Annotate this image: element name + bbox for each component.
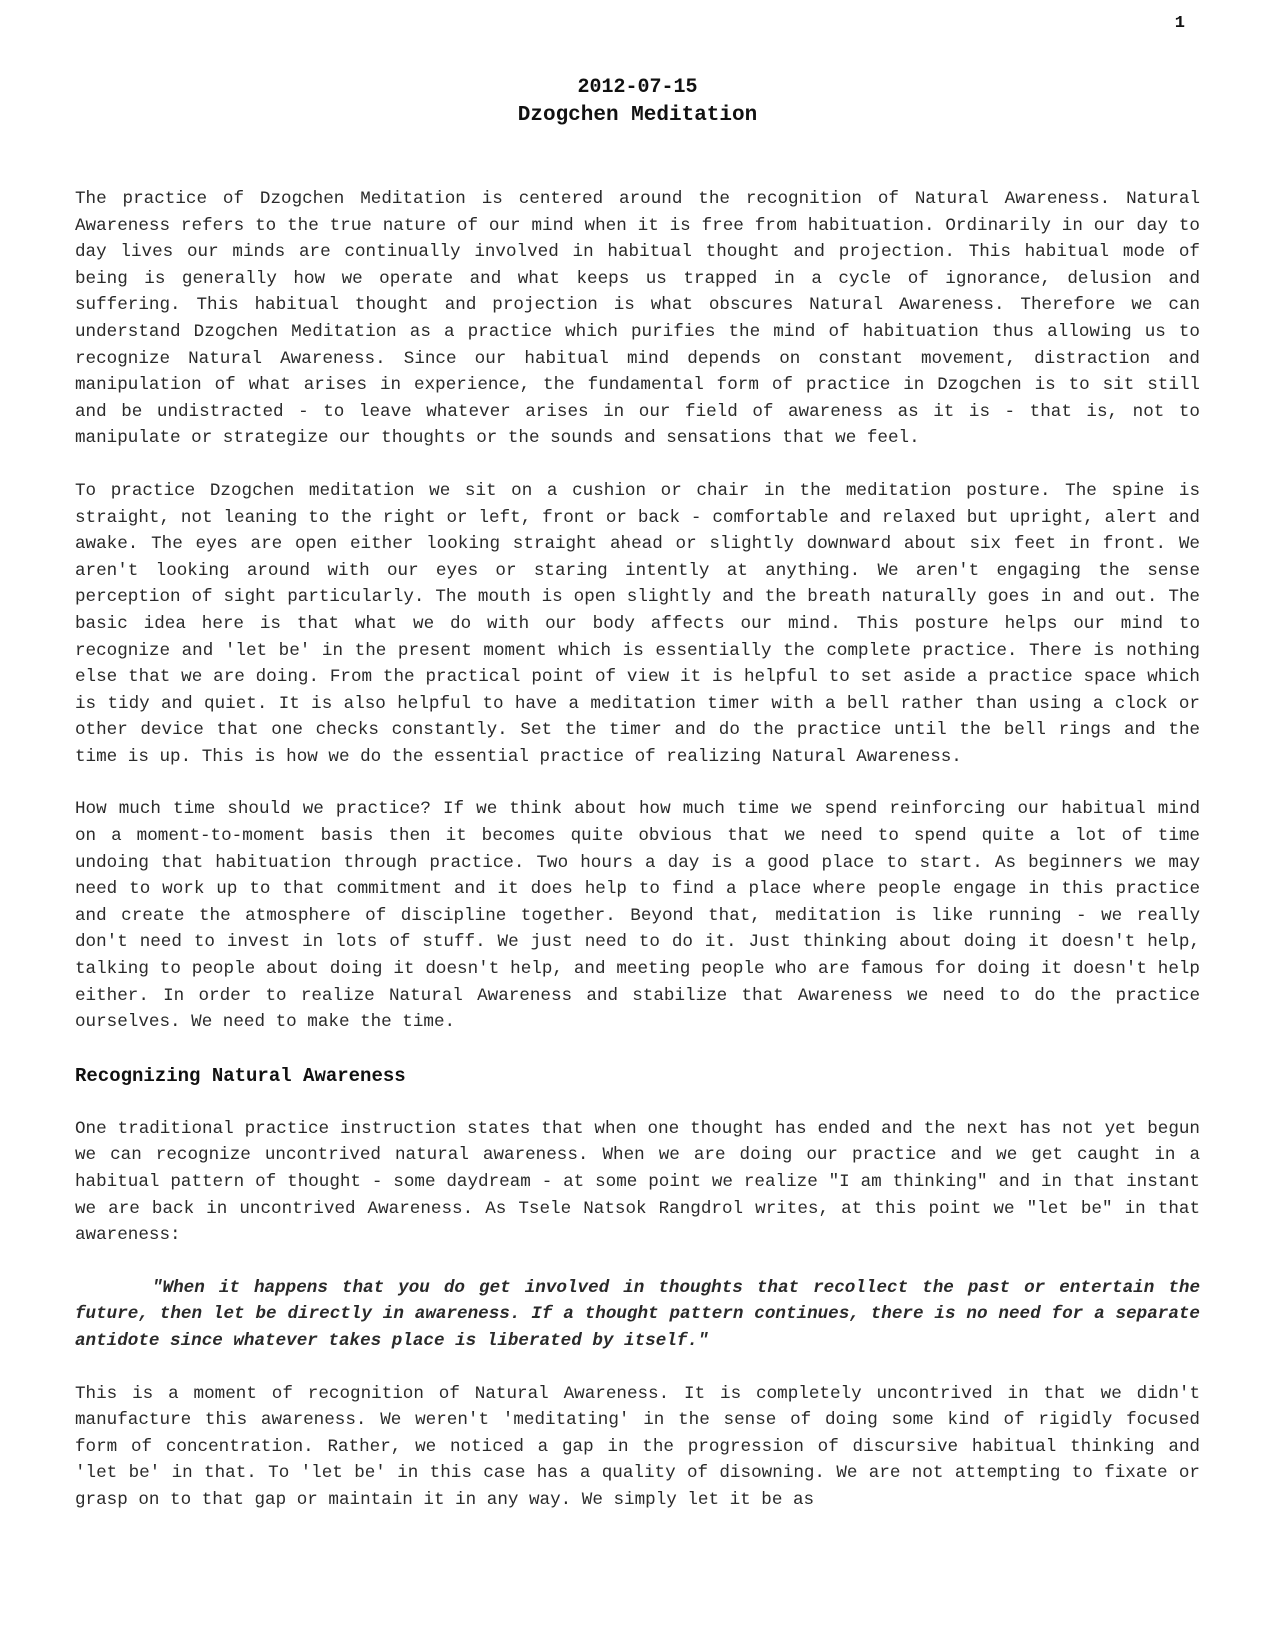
block-quote: "When it happens that you do get involved in thoughts that recollect the past or entertain the future, then let be directly in awareness. If a thought pattern continues, there is no need for a separate antidote since whatever takes place is liberated by itself." xyxy=(75,1277,1200,1351)
page-number: 1 xyxy=(1174,14,1185,33)
paragraph-spacer xyxy=(75,1355,1200,1381)
document-title: Dzogchen Meditation xyxy=(517,104,758,127)
paragraph-spacer xyxy=(75,452,1200,478)
paragraph-spacer xyxy=(75,1036,1200,1062)
document-body xyxy=(75,186,1200,1514)
body-paragraph-2: To practice Dzogchen meditation we sit on a cushion or chair in the meditation posture. The spine is straight, not leaning to the right or left, front or back - comfortable and relaxed but upright, alert and awake. The eyes are open either looking straight ahead or slightly downward about six feet in front. We aren't looking around with our eyes or staring intently at anything. We aren't engaging the sense perception of sight particularly. The mouth is open slightly and the breath naturally goes in and out. The basic idea here is that what we do with our body affects our mind. This posture helps our mind to recognize and 'let be' in the present moment which is essentially the complete practice. There is nothing else that we are doing. From the practical point of view it is helpful to set aside a practice space which is tidy and quiet. It is also helpful to have a meditation timer with a bell rather than using a clock or other device that one checks constantly. Set the timer and do the practice until the bell rings and the time is up. This is how we do the essential practice of realizing Natural Awareness. xyxy=(75,480,1200,767)
paragraph-spacer xyxy=(75,1090,1200,1116)
paragraph-spacer xyxy=(75,770,1200,796)
body-paragraph-1: The practice of Dzogchen Meditation is centered around the recognition of Natural Awareness. Natural Awareness refers to the true nature of our mind when it is free from habituation. Ordinarily in our day to day lives our minds are continually involved in habitual thought and projection. This habitual mode of being is generally how we operate and what keeps us trapped in a cycle of ignorance, delusion and suffering. This habitual thought and projection is what obscures Natural Awareness. Therefore we can understand Dzogchen Meditation as a practice which purifies the mind of habituation thus allowing us to recognize Natural Awareness. Since our habitual mind depends on constant movement, distraction and manipulation of what arises in experience, the fundamental form of practice in Dzogchen is to sit still and be undistracted - to leave whatever arises in our field of awareness as it is - that is, not to manipulate or strategize our thoughts or the sounds and sensations that we feel. xyxy=(75,189,1200,449)
section-heading: Recognizing Natural Awareness xyxy=(75,1064,406,1087)
body-paragraph-3: How much time should we practice? If we think about how much time we spend reinforcing our habitual mind on a moment-to-moment basis then it becomes quite obvious that we need to spend quite a lot of time undoing that habituation through practice. Two hours a day is a good place to start. As beginners we may need to work up to that commitment and it does help to find a place where people engage in this practice and create the atmosphere of discipline together. Beyond that, meditation is like running - we really don't need to invest in lots of stuff. We just need to do it. Just thinking about doing it doesn't help, talking to people about doing it doesn't help, and meeting people who are famous for doing it doesn't help either. In order to realize Natural Awareness and stabilize that Awareness we need to do the practice ourselves. We need to make the time. xyxy=(75,799,1200,1033)
section-continuation-paragraph: This is a moment of recognition of Natural Awareness. It is completely uncontrived in that we didn't manufacture this awareness. We weren't 'meditating' in the sense of doing some kind of rigidly focused form of concentration. Rather, we noticed a gap in the progression of discursive habitual thinking and 'let be' in that. To 'let be' in this case has a quality of disowning. We are not attempting to fixate or grasp on to that gap or maintain it in any way. We simply let it be as xyxy=(75,1383,1200,1510)
document-date: 2012-07-15 xyxy=(577,76,698,99)
section-intro-paragraph: One traditional practice instruction states that when one thought has ended and the next has not yet begun we can recognize uncontrived natural awareness. When we are doing our practice and we get caught in a habitual pattern of thought - some daydream - at some point we realize "I am thinking" and in that instant we are back in uncontrived Awareness. As Tsele Natsok Rangdrol writes, at this point we "let be" in that awareness: xyxy=(75,1118,1200,1246)
document-header xyxy=(0,75,1275,131)
paragraph-spacer xyxy=(75,1249,1200,1275)
